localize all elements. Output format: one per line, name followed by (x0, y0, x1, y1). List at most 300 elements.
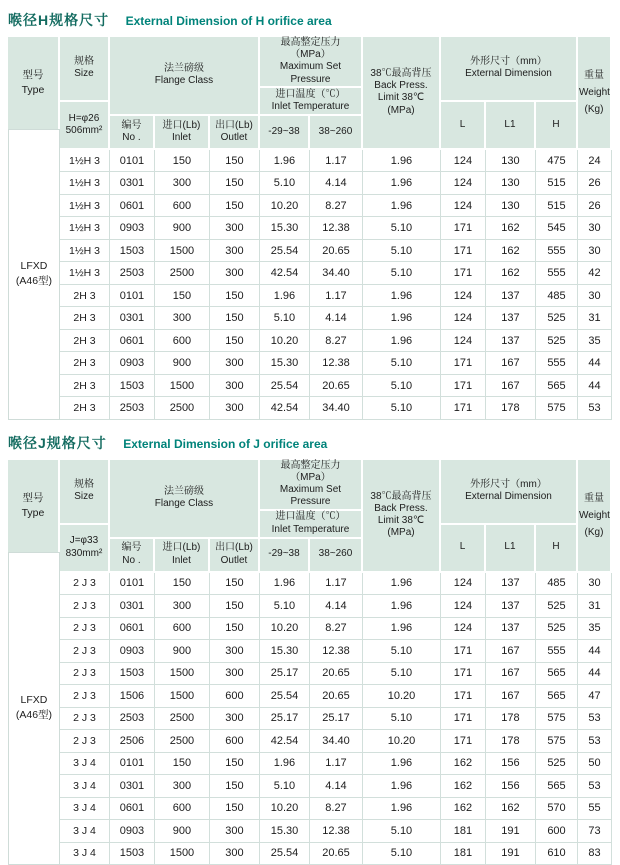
table-cell: 2503 (110, 262, 155, 285)
table-row (60, 285, 612, 308)
table-row (60, 775, 612, 798)
table-cell: 555 (536, 352, 578, 375)
table-cell: 181 (441, 820, 486, 843)
table-row (60, 573, 612, 596)
table-cell: 0101 (110, 753, 155, 776)
table-cell: 900 (155, 820, 210, 843)
table-cell: 47 (578, 685, 612, 708)
table-cell: 555 (536, 262, 578, 285)
table-cell: 10.20 (363, 730, 441, 753)
col-header-max-set-pressure (260, 460, 363, 511)
table-cell: 600 (155, 798, 210, 821)
table-cell: 124 (441, 150, 486, 173)
table-cell: 5.10 (260, 595, 310, 618)
type-value-line1: LFXD (21, 693, 48, 708)
size-label-zh: 规格 (74, 56, 94, 67)
table-cell: 25.17 (310, 708, 363, 731)
table-cell: 124 (441, 172, 486, 195)
table-cell: 485 (536, 285, 578, 308)
table-cell: 2H 3 (60, 307, 110, 330)
table-cell: 1½H 3 (60, 217, 110, 240)
table-cell: 1500 (155, 375, 210, 398)
h-orifice-section (8, 10, 612, 420)
table-cell: 0903 (110, 820, 155, 843)
table-cell: 31 (578, 307, 612, 330)
table-cell: 900 (155, 640, 210, 663)
table-cell: 1.96 (363, 172, 441, 195)
section-title-h-zh: 喉径H规格尺寸 (8, 12, 109, 28)
table-cell: 34.40 (310, 397, 363, 420)
j-table-header (60, 460, 612, 573)
set-pressure-label-zh: 最高整定压力（MPa） (280, 37, 340, 60)
col-header-back-pressure (363, 460, 441, 573)
table-cell: 300 (210, 217, 260, 240)
table-cell: 1.96 (363, 285, 441, 308)
table-cell: 162 (486, 798, 536, 821)
table-cell: 565 (536, 375, 578, 398)
table-cell: 25.54 (260, 375, 310, 398)
table-row (60, 618, 612, 641)
table-cell: 130 (486, 150, 536, 173)
table-cell: 1.96 (363, 595, 441, 618)
h-table (8, 37, 612, 420)
table-cell: 0601 (110, 618, 155, 641)
table-cell: 1.96 (363, 150, 441, 173)
table-cell: 191 (486, 820, 536, 843)
table-cell: 171 (441, 730, 486, 753)
table-cell: 0101 (110, 285, 155, 308)
j-table-body (60, 573, 612, 865)
table-cell: 525 (536, 330, 578, 353)
weight-unit: (Kg) (585, 104, 604, 115)
table-cell: 171 (441, 352, 486, 375)
table-cell: 1½H 3 (60, 240, 110, 263)
section-title-j (8, 433, 612, 453)
table-cell: 600 (155, 618, 210, 641)
back-press-line1: 38℃最高背压 (370, 491, 431, 502)
table-cell: 0301 (110, 595, 155, 618)
table-cell: 167 (486, 663, 536, 686)
table-cell: 137 (486, 285, 536, 308)
flange-label-zh: 法兰磅级 (164, 486, 204, 497)
table-cell: 10.20 (260, 618, 310, 641)
table-cell: 10.20 (260, 798, 310, 821)
table-row (60, 663, 612, 686)
table-cell: 2 J 3 (60, 618, 110, 641)
table-cell: 34.40 (310, 262, 363, 285)
col-header-flange-class (110, 37, 260, 116)
table-cell: 178 (486, 397, 536, 420)
table-cell: 5.10 (363, 352, 441, 375)
weight-label-zh: 重量 (584, 493, 604, 504)
table-cell: 25.54 (260, 240, 310, 263)
table-cell: 178 (486, 730, 536, 753)
table-cell: 171 (441, 262, 486, 285)
table-cell: 5.10 (363, 240, 441, 263)
table-cell: 2 J 3 (60, 640, 110, 663)
table-cell: 137 (486, 307, 536, 330)
table-cell: 5.10 (260, 775, 310, 798)
table-cell: 35 (578, 618, 612, 641)
table-cell: 2 J 3 (60, 730, 110, 753)
table-cell: 5.10 (363, 375, 441, 398)
table-row (60, 753, 612, 776)
table-cell: 600 (210, 730, 260, 753)
table-cell: 2H 3 (60, 375, 110, 398)
inlet-label-en: Inlet (172, 555, 191, 566)
table-cell: 150 (210, 150, 260, 173)
table-row (60, 685, 612, 708)
col-header-external-dimension (441, 37, 578, 102)
table-cell: 1506 (110, 685, 155, 708)
table-cell: 0903 (110, 352, 155, 375)
table-row (60, 397, 612, 420)
table-cell: 12.38 (310, 640, 363, 663)
inlet-label-en: Inlet (172, 132, 191, 143)
table-cell: 42 (578, 262, 612, 285)
col-header-weight (578, 460, 612, 573)
table-cell: 25.17 (260, 663, 310, 686)
size-spec-line1: H=φ26 (69, 113, 100, 124)
table-cell: 162 (441, 798, 486, 821)
table-cell: 12.38 (310, 352, 363, 375)
table-cell: 150 (155, 573, 210, 596)
table-row (60, 172, 612, 195)
back-press-line2: Back Press. (374, 503, 427, 514)
table-cell: 44 (578, 640, 612, 663)
table-cell: 15.30 (260, 820, 310, 843)
table-cell: 2 J 3 (60, 573, 110, 596)
table-cell: 2H 3 (60, 352, 110, 375)
table-row (60, 640, 612, 663)
section-title-h (8, 10, 612, 30)
table-cell: 300 (210, 640, 260, 663)
col-header-inlet (155, 116, 210, 150)
table-cell: 525 (536, 595, 578, 618)
table-cell: 124 (441, 195, 486, 218)
table-row (60, 595, 612, 618)
table-cell: 8.27 (310, 618, 363, 641)
type-column (8, 460, 60, 865)
table-cell: 137 (486, 595, 536, 618)
inlet-temp-label-en: Inlet Temperature (272, 524, 350, 535)
table-cell: 0903 (110, 217, 155, 240)
inlet-label-zh: 进口(Lb) (163, 542, 201, 553)
table-cell: 130 (486, 195, 536, 218)
table-cell: 0601 (110, 330, 155, 353)
flange-label-zh: 法兰磅级 (164, 63, 204, 74)
table-cell: 1½H 3 (60, 150, 110, 173)
table-cell: 2H 3 (60, 285, 110, 308)
col-header-size-spec (60, 102, 110, 150)
no-label-zh: 编号 (121, 120, 141, 131)
table-cell: 171 (441, 685, 486, 708)
table-cell: 15.30 (260, 352, 310, 375)
table-cell: 2H 3 (60, 397, 110, 420)
table-cell: 525 (536, 307, 578, 330)
table-cell: 150 (210, 798, 260, 821)
table-cell: 555 (536, 640, 578, 663)
table-cell: 570 (536, 798, 578, 821)
set-pressure-label-zh: 最高整定压力（MPa） (280, 460, 340, 483)
col-header-no (110, 539, 155, 573)
table-cell: 8.27 (310, 330, 363, 353)
table-cell: 10.20 (260, 330, 310, 353)
table-cell: 150 (210, 753, 260, 776)
table-cell: 300 (210, 262, 260, 285)
h-table-body (60, 150, 612, 420)
table-row (60, 375, 612, 398)
table-cell: 5.10 (363, 843, 441, 865)
type-cell (8, 552, 60, 865)
table-cell: 515 (536, 195, 578, 218)
table-cell: 1500 (155, 240, 210, 263)
set-pressure-label-en: Maximum Set Pressure (280, 61, 341, 84)
table-cell: 53 (578, 708, 612, 731)
table-cell: 42.54 (260, 262, 310, 285)
table-cell: 150 (210, 172, 260, 195)
table-row (60, 262, 612, 285)
table-cell: 1.96 (260, 150, 310, 173)
table-cell: 475 (536, 150, 578, 173)
col-header-external-dimension (441, 460, 578, 525)
table-cell: 150 (210, 618, 260, 641)
section-title-h-en: External Dimension of H orifice area (126, 14, 332, 28)
table-cell: 610 (536, 843, 578, 865)
table-cell: 5.10 (363, 708, 441, 731)
table-row (60, 217, 612, 240)
size-label-en: Size (74, 68, 93, 79)
table-cell: 24 (578, 150, 612, 173)
table-cell: 30 (578, 573, 612, 596)
table-cell: 150 (210, 775, 260, 798)
table-row (60, 798, 612, 821)
table-cell: 167 (486, 352, 536, 375)
table-cell: 150 (210, 573, 260, 596)
table-cell: 300 (210, 397, 260, 420)
j-orifice-section (8, 433, 612, 865)
table-cell: 4.14 (310, 172, 363, 195)
col-header-size-spec (60, 525, 110, 573)
table-cell: 300 (155, 307, 210, 330)
table-cell: 124 (441, 285, 486, 308)
table-cell: 565 (536, 663, 578, 686)
table-cell: 5.10 (363, 640, 441, 663)
type-header-zh: 型号 (22, 68, 43, 83)
table-cell: 55 (578, 798, 612, 821)
outlet-label-en: Outlet (221, 132, 248, 143)
table-cell: 1½H 3 (60, 262, 110, 285)
col-header-inlet-temperature (260, 511, 363, 539)
table-cell: 1500 (155, 663, 210, 686)
table-cell: 300 (210, 708, 260, 731)
table-cell: 2 J 3 (60, 595, 110, 618)
section-title-j-en: External Dimension of J orifice area (123, 437, 327, 451)
table-cell: 2500 (155, 708, 210, 731)
table-cell: 575 (536, 730, 578, 753)
table-cell: 4.14 (310, 595, 363, 618)
table-cell: 5.10 (363, 217, 441, 240)
col-header-type (8, 37, 60, 129)
col-header-temp-range-high: 38~260 (310, 116, 363, 150)
table-cell: 515 (536, 172, 578, 195)
back-press-line1: 38℃最高背压 (370, 68, 431, 79)
type-value-line2: (A46型) (16, 274, 52, 289)
table-cell: 1500 (155, 685, 210, 708)
col-header-max-set-pressure (260, 37, 363, 88)
j-spec-table (60, 460, 612, 865)
no-label-zh: 编号 (121, 542, 141, 553)
table-cell: 3 J 4 (60, 775, 110, 798)
table-cell: 124 (441, 618, 486, 641)
table-cell: 171 (441, 240, 486, 263)
flange-label-en: Flange Class (155, 75, 213, 86)
ext-dim-label-zh: 外形尺寸（mm） (470, 479, 547, 490)
table-cell: 171 (441, 397, 486, 420)
table-row (60, 708, 612, 731)
table-cell: 1½H 3 (60, 172, 110, 195)
table-cell: 1503 (110, 240, 155, 263)
table-cell: 0101 (110, 150, 155, 173)
table-cell: 1503 (110, 663, 155, 686)
table-row (60, 150, 612, 173)
table-cell: 53 (578, 730, 612, 753)
table-cell: 191 (486, 843, 536, 865)
table-cell: 2503 (110, 397, 155, 420)
table-cell: 1.96 (260, 753, 310, 776)
table-cell: 162 (486, 240, 536, 263)
table-cell: 124 (441, 573, 486, 596)
table-cell: 171 (441, 640, 486, 663)
table-cell: 150 (210, 195, 260, 218)
table-cell: 3 J 4 (60, 798, 110, 821)
col-header-back-pressure (363, 37, 441, 150)
table-cell: 300 (155, 595, 210, 618)
table-cell: 20.65 (310, 240, 363, 263)
table-cell: 15.30 (260, 217, 310, 240)
table-cell: 5.10 (260, 307, 310, 330)
table-cell: 545 (536, 217, 578, 240)
col-header-temp-range-high: 38~260 (310, 539, 363, 573)
table-cell: 1.96 (363, 195, 441, 218)
table-cell: 1.96 (260, 285, 310, 308)
set-pressure-label-en: Maximum Set Pressure (280, 484, 341, 507)
inlet-label-zh: 进口(Lb) (163, 120, 201, 131)
table-cell: 44 (578, 375, 612, 398)
type-header-zh: 型号 (22, 491, 43, 506)
table-cell: 300 (155, 172, 210, 195)
table-cell: 171 (441, 708, 486, 731)
table-cell: 167 (486, 375, 536, 398)
table-cell: 73 (578, 820, 612, 843)
table-cell: 1500 (155, 843, 210, 865)
table-cell: 124 (441, 595, 486, 618)
table-cell: 150 (210, 330, 260, 353)
weight-unit: (Kg) (585, 527, 604, 538)
table-cell: 1.17 (310, 285, 363, 308)
table-cell: 5.10 (363, 663, 441, 686)
table-cell: 1.17 (310, 753, 363, 776)
table-cell: 150 (210, 307, 260, 330)
table-cell: 300 (210, 663, 260, 686)
table-row (60, 843, 612, 865)
no-label-en: No . (122, 132, 140, 143)
inlet-temp-label-en: Inlet Temperature (272, 101, 350, 112)
section-title-j-zh: 喉径J规格尺寸 (8, 435, 107, 451)
table-cell: 150 (155, 753, 210, 776)
table-cell: 0601 (110, 195, 155, 218)
size-spec-line2: 506mm² (66, 125, 103, 136)
table-cell: 300 (210, 843, 260, 865)
table-cell: 4.14 (310, 307, 363, 330)
table-cell: 26 (578, 195, 612, 218)
table-cell: 44 (578, 663, 612, 686)
table-cell: 15.30 (260, 640, 310, 663)
outlet-label-en: Outlet (221, 555, 248, 566)
table-cell: 25.54 (260, 685, 310, 708)
col-header-L1: L1 (486, 102, 536, 150)
type-value-line1: LFXD (21, 259, 48, 274)
table-cell: 2H 3 (60, 330, 110, 353)
table-cell: 525 (536, 618, 578, 641)
table-cell: 35 (578, 330, 612, 353)
table-cell: 162 (486, 217, 536, 240)
ext-dim-label-en: External Dimension (465, 491, 552, 502)
table-cell: 0101 (110, 573, 155, 596)
size-label-en: Size (74, 491, 93, 502)
table-cell: 1.96 (363, 307, 441, 330)
size-spec-line2: 830mm² (66, 548, 103, 559)
table-cell: 1.96 (363, 798, 441, 821)
table-cell: 42.54 (260, 730, 310, 753)
table-cell: 900 (155, 217, 210, 240)
col-header-flange-class (110, 460, 260, 539)
type-header-en: Type (22, 506, 45, 521)
table-cell: 44 (578, 352, 612, 375)
table-cell: 162 (441, 753, 486, 776)
table-cell: 150 (155, 150, 210, 173)
table-cell: 20.65 (310, 375, 363, 398)
col-header-size (60, 37, 110, 102)
col-header-outlet (210, 539, 260, 573)
table-cell: 178 (486, 708, 536, 731)
table-cell: 5.10 (363, 262, 441, 285)
table-row (60, 352, 612, 375)
table-row (60, 820, 612, 843)
table-cell: 0301 (110, 307, 155, 330)
j-table (8, 460, 612, 865)
table-cell: 156 (486, 753, 536, 776)
col-header-H: H (536, 102, 578, 150)
table-cell: 0301 (110, 172, 155, 195)
table-cell: 300 (210, 240, 260, 263)
table-cell: 171 (441, 375, 486, 398)
table-cell: 5.10 (363, 820, 441, 843)
table-cell: 12.38 (310, 820, 363, 843)
table-cell: 156 (486, 775, 536, 798)
table-cell: 300 (210, 375, 260, 398)
col-header-temp-range-low: -29~38 (260, 116, 310, 150)
table-cell: 600 (155, 330, 210, 353)
table-cell: 1.96 (363, 330, 441, 353)
col-header-inlet (155, 539, 210, 573)
col-header-L: L (441, 102, 486, 150)
table-cell: 300 (155, 775, 210, 798)
table-cell: 150 (210, 285, 260, 308)
table-cell: 30 (578, 217, 612, 240)
ext-dim-label-zh: 外形尺寸（mm） (470, 56, 547, 67)
table-cell: 575 (536, 397, 578, 420)
